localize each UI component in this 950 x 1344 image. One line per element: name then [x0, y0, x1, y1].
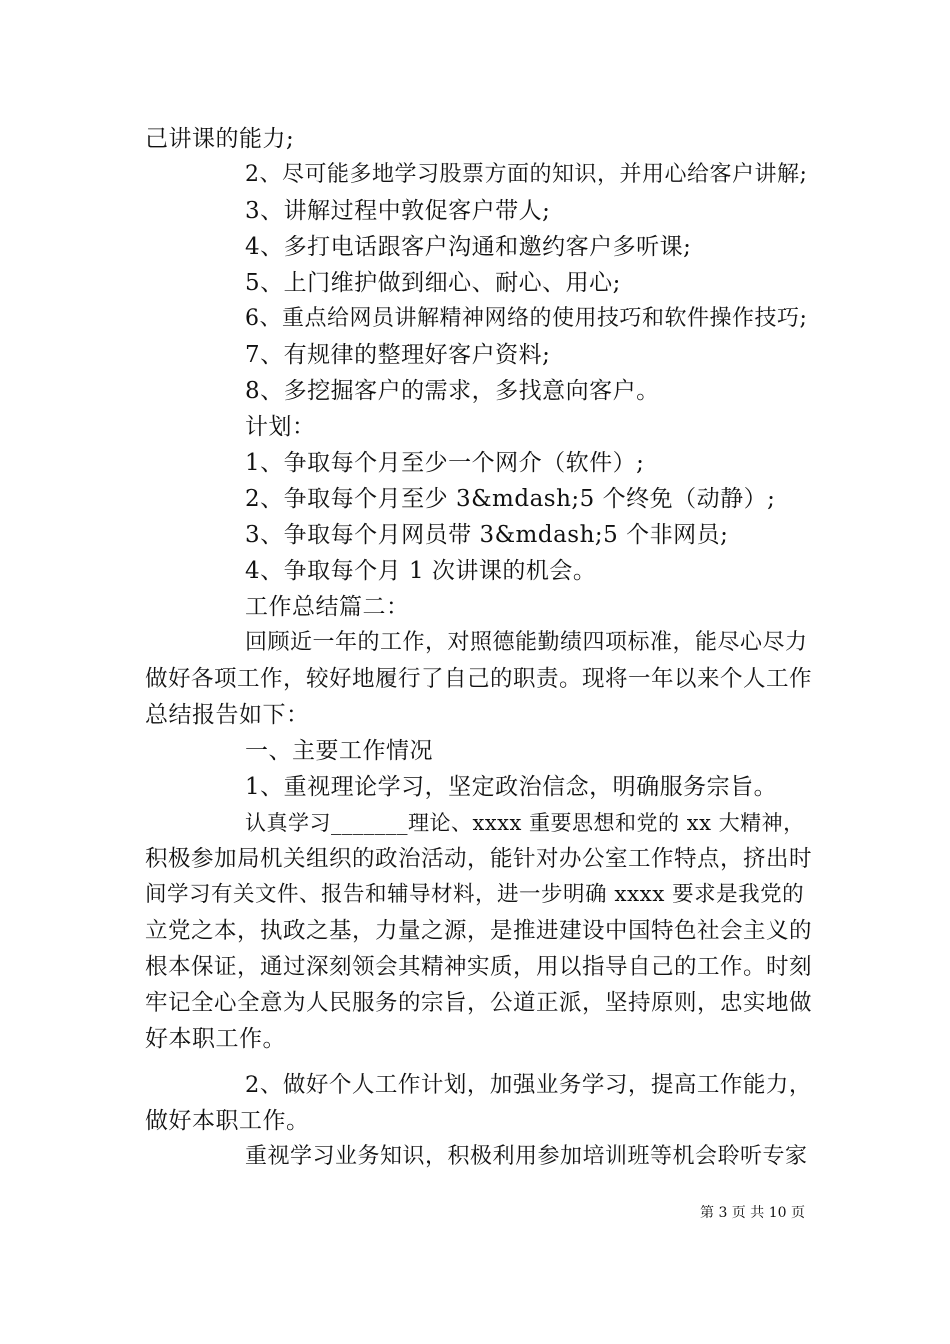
section-heading: 工作总结篇二：: [245, 594, 410, 620]
text-line: 2、做好个人工作计划，加强业务学习，提高工作能力，: [245, 1072, 812, 1098]
text-line: 做好本职工作。: [145, 1108, 310, 1134]
text-line: 5、上门维护做到细心、耐心、用心;: [245, 270, 621, 296]
text-line: 2、争取每个月至少 3&mdash;5 个终免（动静）;: [245, 486, 776, 512]
text-line: 好本职工作。: [145, 1026, 286, 1052]
text-line: 4、争取每个月 1 次讲课的机会。: [245, 558, 597, 584]
text-line: 己讲课的能力;: [145, 126, 295, 152]
text-line: 6、重点给网员讲解精神网络的使用技巧和软件操作技巧;: [245, 306, 808, 331]
text-line: 计划：: [245, 414, 316, 440]
text-line: 积极参加局机关组织的政治活动，能针对办公室工作特点，挤出时: [145, 846, 813, 872]
text-line: 间学习有关文件、报告和辅导材料，进一步明确 xxxx 要求是我党的: [145, 882, 805, 907]
text-line: 1、重视理论学习，坚定政治信念，明确服务宗旨。: [245, 774, 778, 800]
text-line: 重视学习业务知识，积极利用参加培训班等机会聆听专家: [245, 1144, 808, 1169]
text-line: 3、讲解过程中敦促客户带人;: [245, 198, 551, 224]
text-line: 4、多打电话跟客户沟通和邀约客户多听课;: [245, 234, 692, 260]
text-line: 回顾近一年的工作，对照德能勤绩四项标准，能尽心尽力: [245, 630, 808, 655]
text-line: 总结报告如下：: [145, 702, 310, 728]
text-line: 立党之本，执政之基，力量之源，是推进建设中国特色社会主义的: [145, 918, 813, 944]
text-line: 8、多挖掘客户的需求，多找意向客户。: [245, 378, 660, 404]
text-line: 3、争取每个月网员带 3&mdash;5 个非网员;: [245, 522, 729, 548]
section-heading: 一、主要工作情况: [245, 738, 433, 764]
text-line: 做好各项工作，较好地履行了自己的职责。现将一年以来个人工作: [145, 666, 813, 692]
text-line: 1、争取每个月至少一个网介（软件）;: [245, 450, 645, 476]
text-line: 认真学习_______理论、xxxx 重要思想和党的 xx 大精神，: [245, 811, 805, 835]
text-line: 2、尽可能多地学习股票方面的知识，并用心给客户讲解;: [245, 162, 808, 187]
text-line: 根本保证，通过深刻领会其精神实质，用以指导自己的工作。时刻: [145, 954, 813, 980]
page-number-footer: 第 3 页 共 10 页: [700, 1205, 805, 1221]
text-line: 7、有规律的整理好客户资料;: [245, 342, 551, 368]
text-line: 牢记全心全意为人民服务的宗旨，公道正派，坚持原则，忠实地做: [145, 990, 813, 1016]
